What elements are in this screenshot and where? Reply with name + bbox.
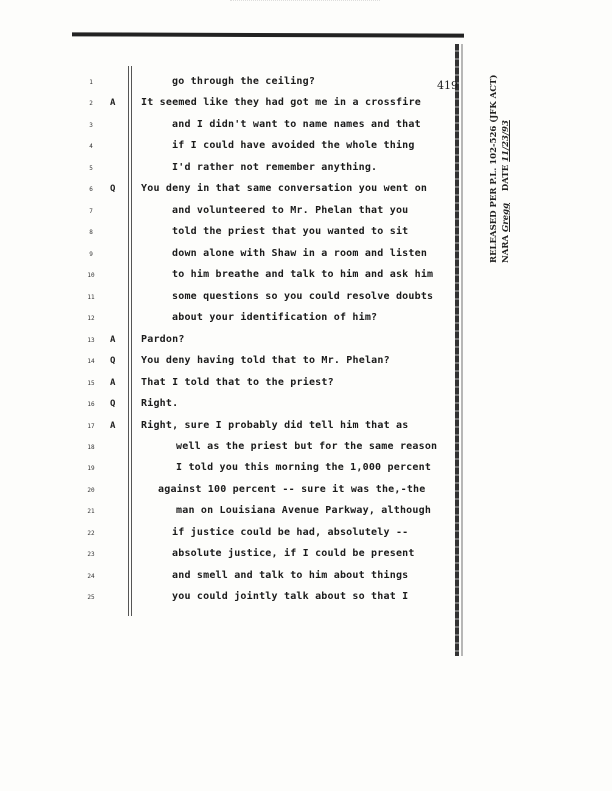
date-label: DATE <box>501 164 511 192</box>
line-number: 6 <box>89 186 93 194</box>
line-number: 14 <box>87 358 95 366</box>
line-number: 8 <box>89 229 93 237</box>
page-number: 419 <box>437 79 458 92</box>
line-text: against 100 percent -- sure it was the,-the <box>158 483 426 495</box>
line-number: 13 <box>87 336 95 344</box>
line-text: Right. <box>141 398 179 410</box>
line-number: 23 <box>87 551 95 559</box>
transcript-line <box>0 440 450 458</box>
transcript-line <box>0 139 450 157</box>
speaker-label: A <box>110 334 116 345</box>
transcript-line <box>0 483 450 501</box>
transcript-line <box>0 376 450 394</box>
line-number: 22 <box>87 529 95 537</box>
line-number: 20 <box>87 486 95 494</box>
date-value: 11/23/93 <box>501 120 511 162</box>
transcript-line <box>0 182 450 200</box>
line-text: It seemed like they had got me in a crossfire <box>141 97 421 109</box>
line-text: if justice could be had, absolutely -- <box>172 526 409 538</box>
line-number: 5 <box>89 164 93 172</box>
speaker-label: Q <box>110 356 116 367</box>
line-text: I told you this morning the 1,000 percent <box>176 462 432 474</box>
transcript-line <box>0 354 450 372</box>
line-number: 21 <box>87 508 95 516</box>
speaker-label: Q <box>110 184 116 195</box>
transcript-line <box>0 247 450 265</box>
transcript-line <box>0 590 450 608</box>
header-smudge <box>230 0 380 9</box>
line-text: You deny in that same conversation you went on <box>141 183 428 195</box>
line-text: and I didn't want to name names and that <box>172 118 421 130</box>
line-number: 17 <box>87 422 95 430</box>
line-text: Pardon? <box>141 333 185 345</box>
transcript-line <box>0 204 450 222</box>
speaker-label: Q <box>110 399 116 410</box>
transcript-line <box>0 461 450 479</box>
line-number: 16 <box>87 401 95 409</box>
line-text: That I told that to the priest? <box>141 376 334 388</box>
line-text: Right, sure I probably did tell him that as <box>141 419 409 431</box>
transcript-line <box>0 504 450 522</box>
line-number: 11 <box>87 293 95 301</box>
transcript-line <box>0 397 450 415</box>
line-number: 24 <box>87 572 95 580</box>
line-text: if I could have avoided the whole thing <box>172 140 415 152</box>
transcript-line <box>0 268 450 286</box>
transcript-line <box>0 526 450 544</box>
release-stamp <box>488 53 512 263</box>
transcript-line <box>0 290 450 308</box>
transcript-line <box>0 547 450 565</box>
top-border-bar <box>72 32 464 37</box>
line-text: down alone with Shaw in a room and listen <box>172 247 428 259</box>
line-text: I'd rather not remember anything. <box>172 161 378 173</box>
transcript-line <box>0 419 450 437</box>
line-number: 7 <box>89 207 93 215</box>
line-number: 9 <box>89 250 93 258</box>
line-number: 19 <box>87 465 95 473</box>
line-number: 12 <box>87 315 95 323</box>
line-number: 3 <box>89 121 93 129</box>
right-border-bar <box>455 44 459 656</box>
speaker-label: A <box>110 420 116 431</box>
line-text: told the priest that you wanted to sit <box>172 226 409 238</box>
line-number: 15 <box>87 379 95 387</box>
line-text: man on Louisiana Avenue Parkway, although <box>176 505 432 517</box>
transcript-line <box>0 75 450 93</box>
speaker-label: A <box>110 377 116 388</box>
speaker-label: A <box>110 98 116 109</box>
line-text: about your identification of him? <box>172 312 378 324</box>
transcript-line <box>0 161 450 179</box>
right-border-shadow <box>461 44 463 656</box>
line-text: to him breathe and talk to him and ask him <box>172 269 434 281</box>
line-text: well as the priest but for the same reason <box>176 440 438 452</box>
line-number: 4 <box>89 143 93 151</box>
line-text: some questions so you could resolve doubts <box>172 290 434 302</box>
release-stamp-line2 <box>500 53 512 263</box>
transcript-line <box>0 118 450 136</box>
nara-label: NARA <box>501 234 511 263</box>
line-number: 1 <box>89 79 93 86</box>
release-stamp-line1: RELEASED PER P.L. 102-526 (JFK ACT) <box>489 74 499 263</box>
line-number: 18 <box>87 443 95 451</box>
line-number: 25 <box>87 594 95 602</box>
line-number: 10 <box>87 272 95 280</box>
line-number: 2 <box>89 100 93 108</box>
transcript-line <box>0 96 450 114</box>
line-text: You deny having told that to Mr. Phelan? <box>141 355 390 367</box>
line-text: absolute justice, if I could be present <box>172 548 415 560</box>
line-text: and smell and talk to him about things <box>172 569 409 581</box>
line-text: go through the ceiling? <box>172 76 316 87</box>
transcript-line <box>0 225 450 243</box>
transcript-line <box>0 333 450 351</box>
transcript-line <box>0 569 450 587</box>
line-text: you could jointly talk about so that I <box>172 591 409 603</box>
line-text: and volunteered to Mr. Phelan that you <box>172 204 409 216</box>
nara-signature: Gregg <box>501 202 511 232</box>
transcript-line <box>0 311 450 329</box>
